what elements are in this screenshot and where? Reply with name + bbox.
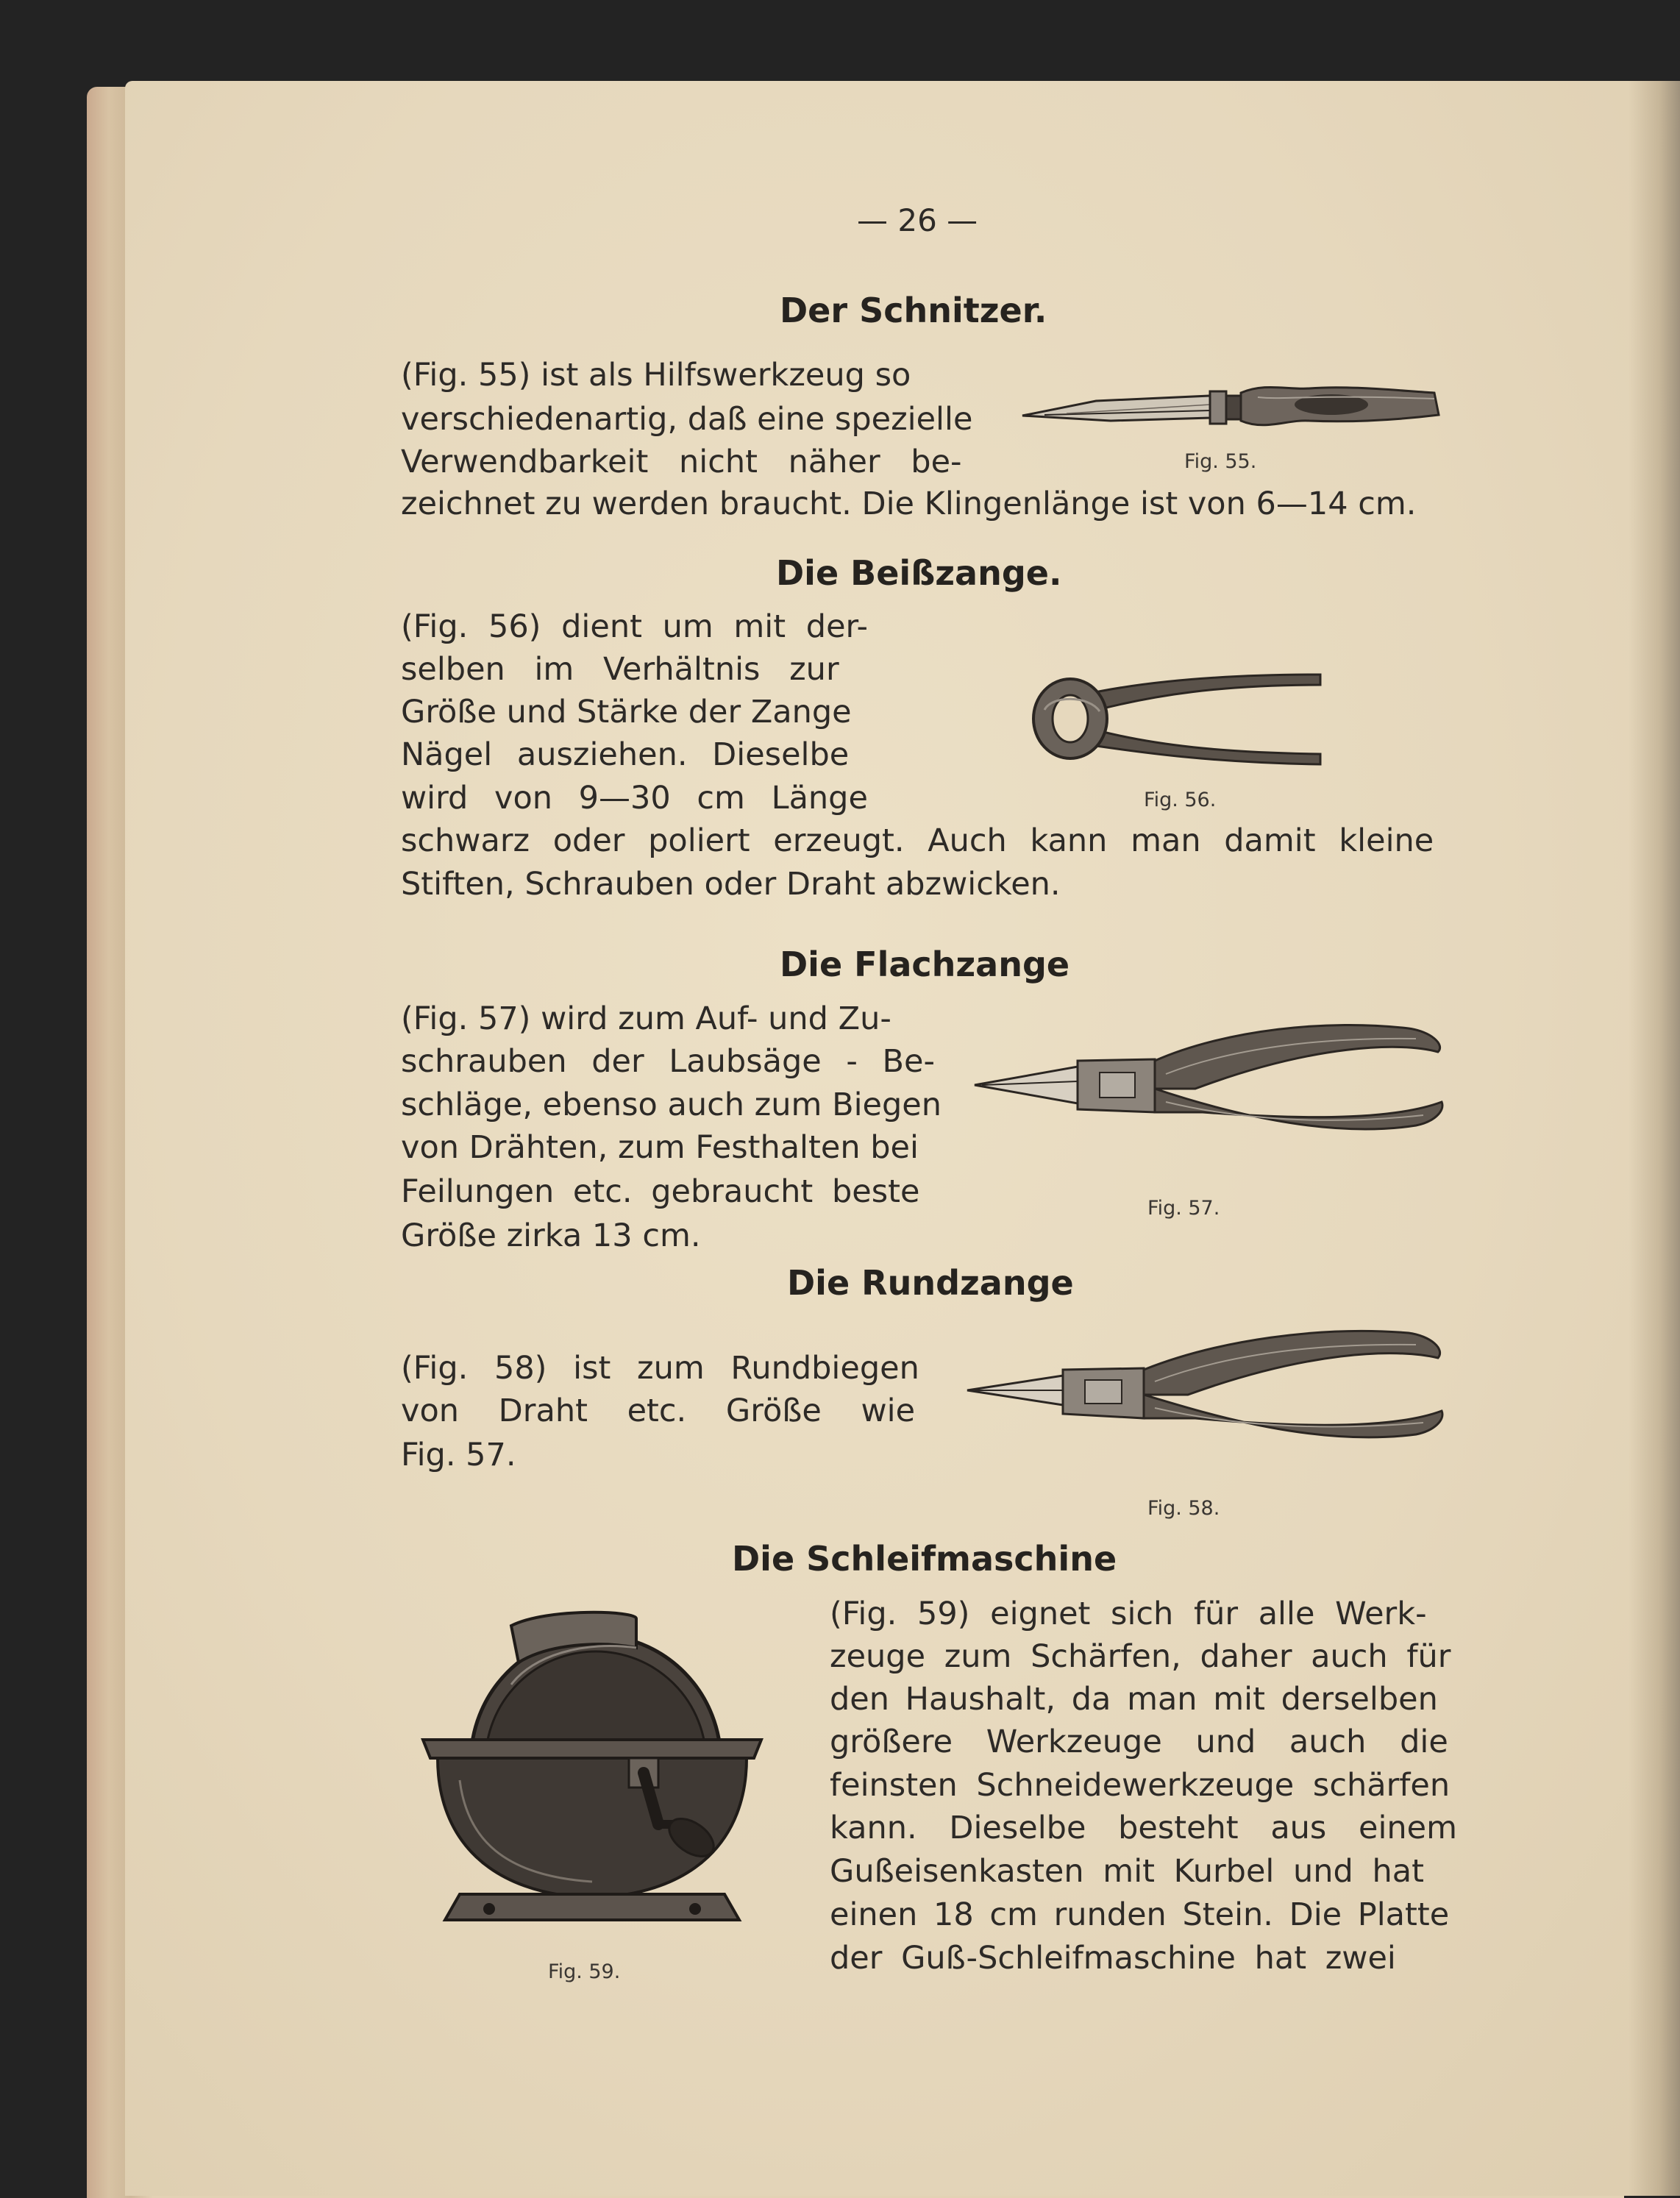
text-line: (Fig. 59) eignet sich für alle Werk-	[830, 1596, 1427, 1632]
text-line: Fig. 57.	[401, 1437, 516, 1473]
text-line: größere Werkzeuge und auch die	[830, 1724, 1448, 1760]
text-line: von Drähten, zum Festhalten bei	[401, 1129, 919, 1166]
page-number: — 26 —	[857, 202, 978, 238]
flat-nose-pliers-illustration	[975, 1015, 1445, 1177]
text-line: (Fig. 57) wird zum Auf- und Zu-	[401, 1000, 891, 1037]
text-line: den Haushalt, da man mit derselben	[830, 1681, 1438, 1718]
text-line: zeichnet zu werden braucht. Die Klingenlänge ist von 6—14 cm.	[401, 486, 1417, 522]
text-line: Feilungen etc. gebraucht beste	[401, 1173, 920, 1210]
figure-caption: Fig. 55.	[1184, 450, 1257, 473]
heading-flachzange: Die Flachzange	[780, 945, 1070, 984]
text-line: der Guß-Schleifmaschine hat zwei	[830, 1940, 1396, 1977]
text-line: Gußeisenkasten mit Kurbel und hat	[830, 1853, 1424, 1890]
figure-caption: Fig. 56.	[1144, 789, 1217, 811]
page-gutter-shadow	[1629, 81, 1680, 2196]
text-line: kann. Dieselbe besteht aus einem	[830, 1810, 1457, 1846]
text-line: Verwendbarkeit nicht näher be-	[401, 444, 962, 480]
text-line: Größe zirka 13 cm.	[401, 1217, 701, 1254]
text-line: Nägel ausziehen. Dieselbe	[401, 736, 850, 773]
heading-schleifmaschine: Die Schleifmaschine	[732, 1539, 1117, 1579]
text-line: selben im Verhältnis zur	[401, 651, 839, 688]
heading-rundzange: Die Rundzange	[787, 1263, 1074, 1303]
figure-caption: Fig. 59.	[548, 1960, 621, 1983]
text-line: (Fig. 58) ist zum Rundbiegen	[401, 1350, 919, 1387]
grinding-machine-illustration	[416, 1604, 769, 1949]
figure-caption: Fig. 57.	[1147, 1197, 1220, 1220]
figure-caption: Fig. 58.	[1147, 1497, 1220, 1520]
heading-beisszange: Die Beißzange.	[776, 553, 1062, 593]
text-line: feinsten Schneidewerkzeuge schärfen	[830, 1767, 1451, 1804]
text-line: schrauben der Laubsäge - Be-	[401, 1043, 936, 1080]
pincers-illustration	[1030, 666, 1324, 776]
text-line: verschiedenartig, daß eine spezielle	[401, 401, 973, 438]
text-line: schwarz oder poliert erzeugt. Auch kann man damit kleine	[401, 822, 1434, 859]
text-line: (Fig. 55) ist als Hilfswerkzeug so	[401, 357, 911, 394]
text-line: einen 18 cm runden Stein. Die Platte	[830, 1896, 1450, 1933]
round-nose-pliers-illustration	[967, 1324, 1445, 1479]
text-line: schläge, ebenso auch zum Biegen	[401, 1086, 942, 1123]
heading-schnitzer: Der Schnitzer.	[780, 291, 1047, 330]
text-line: Größe und Stärke der Zange	[401, 694, 852, 730]
text-line: (Fig. 56) dient um mit der-	[401, 608, 868, 645]
text-line: Stiften, Schrauben oder Draht abzwicken.	[401, 866, 1061, 903]
text-line: von Draht etc. Größe wie	[401, 1393, 916, 1429]
text-line: zeuge zum Schärfen, daher auch für	[830, 1638, 1451, 1675]
text-line: wird von 9—30 cm Länge	[401, 780, 868, 817]
carving-knife-illustration	[1022, 383, 1442, 441]
